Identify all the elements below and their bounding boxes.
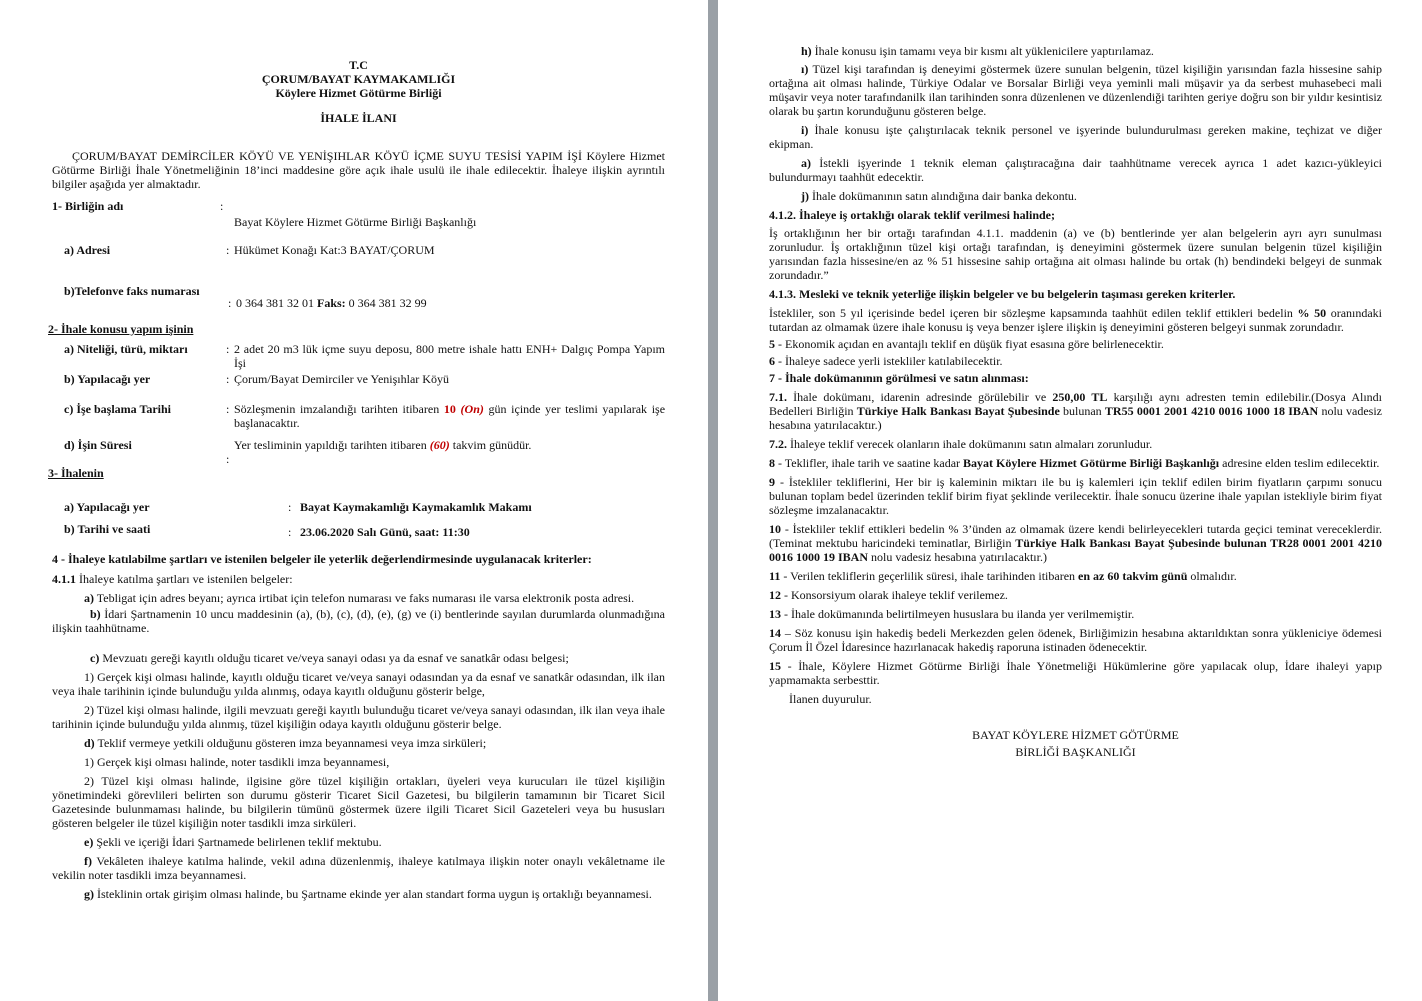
section-4: [52, 552, 665, 901]
page-gutter: [708, 0, 718, 1001]
ihale-yeri-label: a) Yapılacağı yer: [64, 500, 150, 514]
yapim-yeri-value: Çorum/Bayat Demirciler ve Yenişıhlar Köyü: [234, 372, 449, 386]
item-c-oda-belgesi: c) Mevzuatı gereği kayıtlı olduğu ticaret ve/veya sanayi odası ya da esnaf ve sanatkâr odası belgesi;: [90, 651, 569, 665]
text-4-1-3: İstekliler, son 5 yıl içerisinde bedel içeren bir sözleşme kapsamında taahhüt edilen teklif ettikleri bedelin % 50 oranındaki tutardan az olmamak üzere ihale konusu iş veya benzer işlere ilişkin iş deneyimini gösteren belgeyi sunmak zorundadır.: [769, 306, 1383, 334]
item-12: 12 - Konsorsiyum olarak ihaleye teklif verilemez.: [769, 588, 1008, 602]
section-3: 3- İhalenin a) Yapılacağı yer : Bayat Kaymakamlığı Kaymakamlık Makamı b) Tarihi ve saati : 23.06.2020 Salı Günü, saat: 11:30: [52, 466, 665, 552]
page-title: İHALE İLANI: [320, 111, 397, 125]
item-d-imza: d) Teklif vermeye yetkili olduğunu gösteren imza beyannamesi veya imza sirküleri;: [84, 736, 487, 750]
yapim-yeri-label: b) Yapılacağı yer: [64, 372, 151, 386]
item-7-1: 7.1. İhale dokümanı, idarenin adresinde görülebilir ve 250,00 TL karşılığı aynı adresten temin edilebilir.(Dosya Alındı Bedelleri Birliğin Türkiye Halk Bankası Bayat Şubesinde bulunan TR55 0001 2001 4210 0016 1000 18 IBAN nolu vadesiz hesabına yatırılacaktır.): [769, 390, 1383, 432]
section-4-heading: 4 - İhaleye katılabilme şartları ve istenilen belgeler ile yeterlik değerlendirmesinde uygulanacak kriterler:: [52, 552, 592, 566]
item-f-vekalet: f) Vekâleten ihaleye katılma halinde, vekil adına düzenlenmiş, ihaleye katılmaya ilişkin noter onaylı vekâletname ile vekilin noter tasdikli imza beyannamesi.: [52, 854, 665, 882]
item-10: 10 - İstekliler teklif ettikleri bedelin % 3’ünden az olmamak üzere kendi belirleyecekleri tutarda geçici teminat vereceklerdir. (Teminat mektubu haricindeki teminatlar, Birliğin Türkiye Halk Bankası Bayat Şubesinde bulunan TR28 0001 2001 4210 0016 1000 19 IBAN nolu vadesiz hesabına yatırılacaktır.): [769, 522, 1382, 564]
isin-suresi-label: d) İşin Süresi: [64, 438, 132, 452]
item-7-2: 7.2. İhaleye teklif verecek olanların ihale dokümanını satın almaları zorunludur.: [769, 437, 1153, 451]
item-13: 13 - İhale dokümanında belirtilmeyen hususlara bu ilanda yer verilmemiştir.: [769, 607, 1135, 621]
left-column: [48, 58, 666, 901]
item-15: 15 - İhale, Köylere Hizmet Götürme Birliği İhale Yönetmeliği Hükümlerine göre yapılacak olup, İdare ihaleyi yapıp yapmamakta serbesttir.: [769, 659, 1383, 687]
item-9: 9 - İstekliler tekliflerini, Her bir iş kaleminin miktarı ile bu iş kalemleri için teklif edilen birim fiyatların çarpımı sonucu bulunan toplam bedel üzerinden teklif birim fiyat şeklinde verilecektir. İhale sonucu üzerine ihale yapılan istekliyle birim fiyat sözleşme imzalanacaktır.: [769, 475, 1383, 517]
section-2-heading: 2- İhale konusu yapım işinin: [48, 322, 194, 336]
item-e-teklif: e) Şekli ve içeriği İdari Şartnamede belirlenen teklif mektubu.: [84, 835, 382, 849]
item-d1: 1) Gerçek kişi olması halinde, noter tasdikli imza beyannamesi,: [84, 755, 390, 769]
birlik-name-value: Bayat Köylere Hizmet Götürme Birliği Başkanlığı: [234, 215, 477, 229]
right-column: [769, 44, 1382, 759]
nitelik-label: a) Niteliği, türü, miktarı: [64, 342, 188, 356]
address-value: Hükümet Konağı Kat:3 BAYAT/ÇORUM: [234, 243, 435, 257]
ise-baslama-label: c) İşe başlama Tarihi: [64, 402, 172, 416]
item-a-adres: a) Tebligat için adres beyanı; ayrıca irtibat için telefon numarası ve faks numarası ile varsa elektronik posta adresi.: [84, 591, 635, 605]
intro-paragraph: ÇORUM/BAYAT DEMİRCİLER KÖYÜ VE YENİŞIHLAR KÖYÜ İÇME SUYU TESİSİ YAPIM İŞİ Köylere Hizmet Götürme Birliği İhale Yönetmeliğinin 18’inci maddesine göre açık ihale usulü ile ihale edilecektir. İhaleye ilişkin ayrıntılı bilgiler aşağıda yer almaktadır.: [52, 149, 665, 191]
section-2: 2- İhale konusu yapım işinin a) Niteliği, türü, miktarı : 2 adet 20 m3 lük içme suyu deposu, 800 metre ishale hattı ENH+ Dalgıç Pompa Yapım İşi b) Yapılacağı yer : Çorum/Bayat Demirciler ve Yenişıhlar Köyü c) İşe başlama Tarihi : Sözleşmenin imzalandığı tarihten itibaren 10 (On) gün içinde yer teslimi yapılarak işe başlanacaktır. d) İşin Süresi Yer tesliminin yapıldığı tarihten itibaren (60) takvim günüdür. :: [48, 322, 666, 466]
ihale-yeri-value: Bayat Kaymakamlığı Kaymakamlık Makamı: [300, 500, 532, 514]
header-kaymakamlik: ÇORUM/BAYAT KAYMAKAMLIĞI: [261, 72, 456, 86]
item-c1: 1) Gerçek kişi olması halinde, kayıtlı olduğu ticaret ve/veya sanayi odasından ya da esnaf ve sanatkâr odasından, ilk ilan veya ihale tarihinin içinde bulunduğu yılda alınmış, odaya kayıtlı olduğunu gösterir belge,: [52, 670, 665, 698]
item-h: h) İhale konusu işin tamamı veya bir kısmı alt yüklenicilere yaptırılamaz.: [801, 44, 1154, 58]
ihale-tarih-label: b) Tarihi ve saati: [64, 522, 151, 536]
item-a-teknik-eleman: a) İstekli işyerinde 1 teknik eleman çalıştıracağına dair taahhütname verecek ayrıca 1 adet kazıcı-yükleyici bulundurmayı taahhüt edecektir.: [769, 156, 1382, 184]
item-b-taahhutname: b) İdari Şartnamenin 10 uncu maddesinin (a), (b), (c), (d), (e), (g) ve (i) bentlerinde sayılan durumlarda olunmadığına ilişkin taahhütname.: [52, 607, 665, 635]
signature-line-1: BAYAT KÖYLERE HİZMET GÖTÜRME: [972, 728, 1179, 742]
heading-4-1-3: 4.1.3. Mesleki ve teknik yeterliğe ilişkin belgeler ve bu belgelerin taşıması gereken kriterler.: [769, 287, 1236, 301]
item-6: 6 - İhaleye sadece yerli istekliler katılabilecektir.: [769, 354, 1003, 368]
isin-suresi-value: Yer tesliminin yapıldığı tarihten itibaren (60) takvim günüdür. :: [226, 438, 532, 466]
section-1-heading: 1- Birliğin adı: [52, 199, 124, 213]
nitelik-value: 2 adet 20 m3 lük içme suyu deposu, 800 metre ishale hattı ENH+ Dalgıç Pompa Yapım İşi: [234, 342, 665, 370]
item-g-ortak-girisim: g) İsteklinin ortak girişim olması halinde, bu Şartname ekinde yer alan standart forma uygun iş ortaklığı beyannamesi.: [84, 887, 652, 901]
section-3-heading: 3- İhalenin: [48, 466, 104, 480]
phone-value: 0 364 381 32 01: [236, 296, 314, 310]
closing-text: İlanen duyurulur.: [789, 692, 872, 706]
text-4-1-2: İş ortaklığının her bir ortağı tarafından 4.1.1. maddenin (a) ve (b) bentlerinde yer alan belgelerin ayrı ayrı sunulması zorunludur. İş ortaklığının tüzel kişi ortağı tarafından, iş deneyimini göstermek üzere sunulan belgenin tüzel kişiliğin yarısından fazla hissesine/en az % 51 hissesine sahip ortağına ait olması halinde bu ortak (h) bendindeki belgeyi de sunmak zorundadır.”: [769, 226, 1382, 282]
section-1: 1- Birliğin adı : Bayat Köylere Hizmet Götürme Birliği Başkanlığı a) Adresi : Hükümet Konağı Kat:3 BAYAT/ÇORUM b)Telefonve faks numarası : 0 364 381 32 01 Faks: 0 364 381 32 99: [52, 199, 665, 322]
item-11: 11 - Verilen tekliflerin geçerlilik süresi, ihale tarihinden itibaren en az 60 takvim günü olmalıdır.: [769, 569, 1237, 583]
fax-value: 0 364 381 32 99: [348, 296, 427, 310]
address-label: a) Adresi: [64, 243, 111, 257]
item-c2: 2) Tüzel kişi olması halinde, ilgili mevzuatı gereği kayıtlı bulunduğu ticaret ve/veya sanayi odasından, ilk ilan veya ihale tarihinin içinde bulunduğu yılda alınmış, tüzel kişiliğin odaya kayıtlı olduğunu gösterir belge.: [52, 703, 665, 731]
header-tc: T.C: [349, 58, 368, 72]
item-d2: 2) Tüzel kişi olması halinde, ilgisine göre tüzel kişiliğin ortakları, üyeleri veya kurucuları ile tüzel kişiliğin yönetimindeki görevlileri belirten son durumu gösterir Ticaret Sicil Gazetesi, bu bilgilerin tamamının bir Ticaret Sicil Gazetesinde bulunmaması halinde, bu bilgilerin tümünü göstermek üzere ilgili Ticaret Sicil Gazeteleri veya bu hususları gösteren belgeler ile tüzel kişiliğin noter tasdikli imza sirküleri.: [52, 774, 665, 830]
item-8: 8 - Teklifler, ihale tarih ve saatine kadar Bayat Köylere Hizmet Götürme Birliği Başkanlığı adresine elden teslim edilecektir.: [769, 456, 1380, 470]
phone-label: b)Telefonve faks numarası: [64, 284, 200, 298]
ihale-tarih-value: 23.06.2020 Salı Günü, saat: 11:30: [300, 525, 470, 539]
item-5: 5 - Ekonomik açıdan en avantajlı teklif en düşük fiyat esasına göre belirlenecektir.: [769, 337, 1164, 351]
header-birlik: Köylere Hizmet Götürme Birliği: [275, 86, 442, 100]
item-i-undotted: ı) Tüzel kişi tarafından iş deneyimi göstermek üzere sunulan belgenin, tüzel kişiliğin yarısından fazla hissesine sahip ortağına ait olması halinde, Türkiye Odalar ve Borsalar Birliği veya yeminli mali müşavir ya da serbest muhasebeci mali müşavir veya noter tarafındanilk ilan tarihinden sonra düzenlenen ve düzenlendiği tarihten geriye doğru son bir yıldır kesintisiz olarak bu şartın korunduğunu gösteren belge.: [769, 62, 1382, 118]
heading-7: 7 - İhale dokümanının görülmesi ve satın alınması:: [769, 371, 1029, 385]
signature-line-2: BİRLİĞİ BAŞKANLIĞI: [1015, 745, 1136, 759]
item-i: i) İhale konusu işte çalıştırılacak teknik personel ve işyerinde bulundurulması gereken makine, teçhizat ve diğer ekipman.: [769, 123, 1382, 151]
item-4-1-1: 4.1.1 İhaleye katılma şartları ve istenilen belgeler:: [52, 572, 293, 586]
item-14: 14 – Söz konusu işin hakediş bedeli Merkezden gelen ödenek, Birliğimizin hesabına aktarıldıktan sonra yükleniciye ödemesi Çorum İl Özel İdaresince hazırlanacak hakediş raporuna istinaden ödenecektir.: [769, 626, 1383, 654]
left-page: [0, 0, 708, 1001]
fax-label: Faks:: [317, 296, 346, 310]
heading-4-1-2: 4.1.2. İhaleye iş ortaklığı olarak teklif verilmesi halinde;: [769, 208, 1055, 222]
item-j: j) İhale dokümanının satın alındığına dair banka dekontu.: [801, 189, 1077, 203]
ise-baslama-value: Sözleşmenin imzalandığı tarihten itibaren 10 (On) gün içinde yer teslimi yapılarak işe başlanacaktır.: [234, 402, 666, 430]
right-page: [718, 0, 1422, 1001]
